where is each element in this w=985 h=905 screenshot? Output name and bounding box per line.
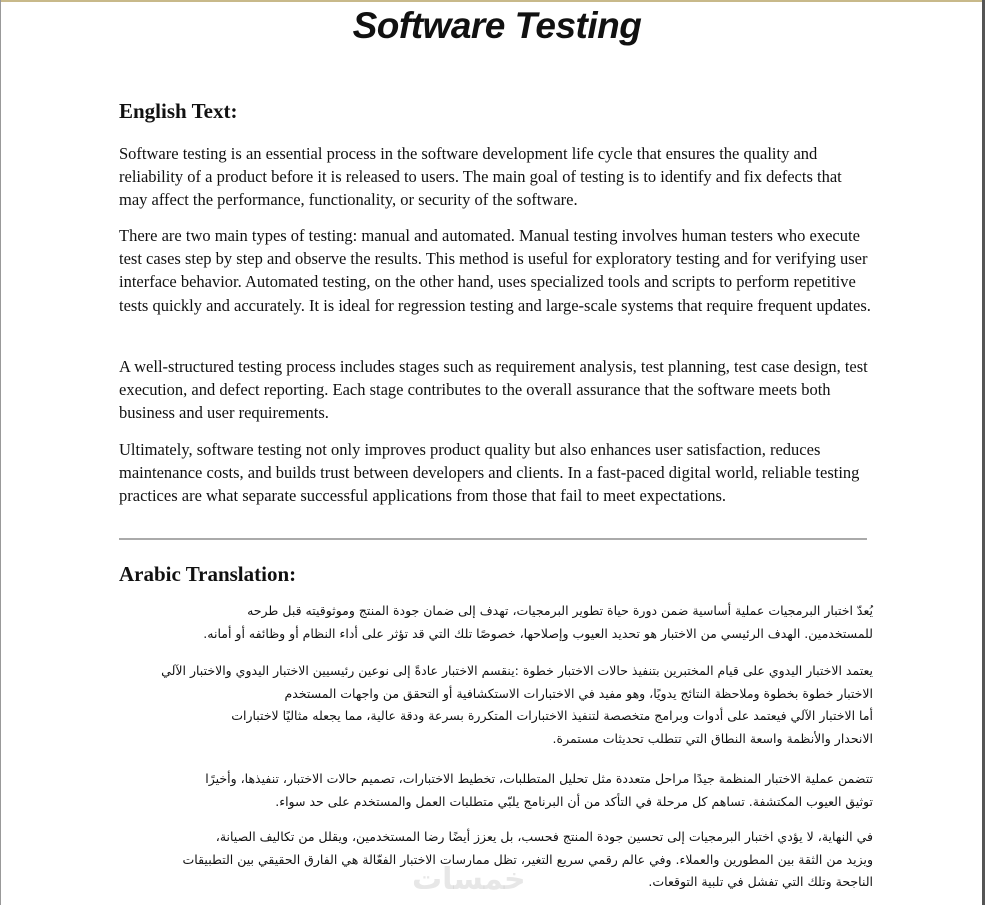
arabic-paragraph-2 bbox=[121, 660, 873, 750]
arabic-line: الانحدار والأنظمة واسعة النطاق التي تتطلب تحديثات مستمرة. bbox=[552, 730, 873, 746]
arabic-paragraph-1 bbox=[121, 600, 873, 645]
english-heading: English Text: bbox=[119, 99, 238, 123]
english-paragraph-2: There are two main types of testing: manual and automated. Manual testing involves human testers who execute test cases step by step and observe the results. This method is useful for exploratory testing and for verifying user interface behavior. Automated testing, on the other hand, uses specialized tools and scripts to perform repetitive tests quickly and accurately. It is ideal for regression testing and large-scale systems that require frequent updates. bbox=[119, 226, 871, 315]
arabic-line: توثيق العيوب المكتشفة. تساهم كل مرحلة في التأكد من أن البرنامج يلبّي متطلبات العمل والمستخدم على حد سواء. bbox=[275, 793, 873, 809]
arabic-paragraph-3 bbox=[121, 768, 873, 813]
arabic-line: تتضمن عملية الاختبار المنظمة جيدًا مراحل متعددة مثل تحليل المتطلبات، تخطيط الاختبارات، تصميم حالات الاختبار، تنفيذها، وأخيرًا bbox=[205, 771, 873, 786]
english-paragraph-4: Ultimately, software testing not only improves product quality but also enhances user satisfaction, reduces maintenance costs, and builds trust between developers and clients. In a fast-paced digital world, reliable testing practices are what separate successful applications from those that fail to meet expectations. bbox=[119, 440, 860, 506]
section-divider bbox=[119, 538, 867, 540]
arabic-line: يعتمد الاختبار اليدوي على قيام المختبرين بتنفيذ حالات الاختبار خطوة :ينقسم الاختبار عادةً إلى نوعين رئيسيين الاختبار اليدوي والاختبار الآلي bbox=[161, 663, 873, 678]
arabic-line: يُعدّ اختبار البرمجيات عملية أساسية ضمن دورة حياة تطوير البرمجيات، تهدف إلى ضمان جودة المنتج وموثوقيته قبل طرحه bbox=[247, 603, 873, 618]
document-title: Software Testing bbox=[352, 5, 642, 46]
arabic-line: في النهاية، لا يؤدي اختبار البرمجيات إلى تحسين جودة المنتج فحسب، بل يعزز أيضًا رضا المستخدمين، ويقلل من تكاليف الصيانة، bbox=[215, 829, 873, 844]
page-top-border bbox=[0, 0, 985, 2]
arabic-line: ويزيد من الثقة بين المطورين والعملاء. وفي عالم رقمي سريع التغير، تظل ممارسات الاختبار الفعّالة هي الفارق الحقيقي بين التطبيقات bbox=[182, 851, 873, 867]
arabic-line: للمستخدمين. الهدف الرئيسي من الاختبار هو تحديد العيوب وإصلاحها، خصوصًا تلك التي قد تؤثر على أداء النظام أو وظائفه أو أمانه. bbox=[203, 625, 873, 641]
arabic-line: الاختبار خطوة بخطوة وملاحظة النتائج يدويًا، وهو مفيد في الاختبارات الاستكشافية أو التحقق من واجهات المستخدم bbox=[284, 685, 873, 701]
arabic-line: أما الاختبار الآلي فيعتمد على أدوات وبرامج متخصصة لتنفيذ الاختبارات المتكررة بسرعة ودقة عالية، مما يجعله مثاليًا لاختبارات bbox=[231, 708, 873, 723]
arabic-line: الناجحة وتلك التي تفشل في تلبية التوقعات. bbox=[648, 874, 873, 889]
page-left-border bbox=[0, 0, 1, 905]
english-paragraph-1: Software testing is an essential process in the software development life cycle that ensures the quality and reliability of a product before it is released to users. The main goal of testing is to identify and fix defects that may affect the performance, functionality, or security of the software. bbox=[119, 144, 842, 210]
english-paragraph-3: A well-structured testing process includes stages such as requirement analysis, test planning, test case design, test execution, and defect reporting. Each stage contributes to the overall assurance that the software meets both business and user requirements. bbox=[119, 357, 868, 423]
arabic-heading: Arabic Translation: bbox=[119, 562, 297, 586]
watermark-logo: خمسات bbox=[412, 862, 526, 897]
